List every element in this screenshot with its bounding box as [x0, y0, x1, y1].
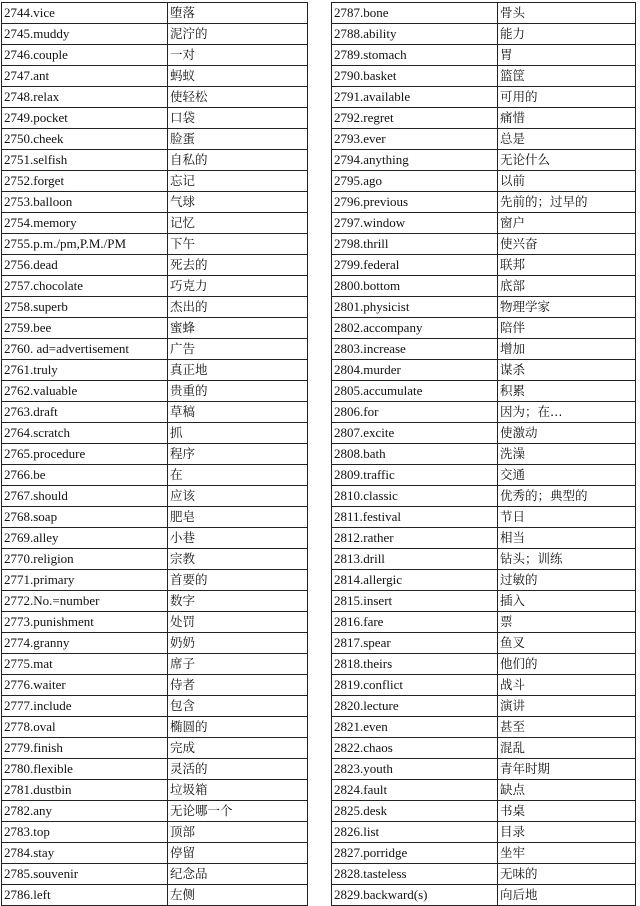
vocab-row	[2, 87, 308, 108]
vocab-meaning: 肥皂	[168, 507, 308, 528]
vocab-row	[332, 66, 636, 87]
vocab-term: 2744.vice	[2, 3, 168, 24]
vocab-term: 2810.classic	[332, 486, 498, 507]
vocab-row	[332, 801, 636, 822]
vocab-row	[332, 822, 636, 843]
vocab-row	[332, 297, 636, 318]
vocab-term: 2792.regret	[332, 108, 498, 129]
vocab-row	[332, 192, 636, 213]
vocab-meaning: 一对	[168, 45, 308, 66]
vocab-term: 2786.left	[2, 885, 168, 906]
vocab-term: 2797.window	[332, 213, 498, 234]
vocab-row	[2, 255, 308, 276]
vocab-term: 2773.punishment	[2, 612, 168, 633]
vocab-meaning: 陪伴	[498, 318, 636, 339]
vocab-row	[2, 45, 308, 66]
vocab-row	[2, 717, 308, 738]
vocab-term: 2763.draft	[2, 402, 168, 423]
vocab-term: 2755.p.m./pm,P.M./PM	[2, 234, 168, 255]
vocab-row	[332, 465, 636, 486]
vocab-meaning: 程序	[168, 444, 308, 465]
vocab-term: 2750.cheek	[2, 129, 168, 150]
vocab-term: 2746.couple	[2, 45, 168, 66]
vocab-meaning: 灵活的	[168, 759, 308, 780]
vocab-meaning: 痛惜	[498, 108, 636, 129]
vocab-row	[332, 717, 636, 738]
vocab-term: 2761.truly	[2, 360, 168, 381]
vocab-row	[332, 780, 636, 801]
vocab-row	[332, 3, 636, 24]
vocab-term: 2793.ever	[332, 129, 498, 150]
vocab-term: 2801.physicist	[332, 297, 498, 318]
vocab-row	[2, 150, 308, 171]
vocab-term: 2805.accumulate	[332, 381, 498, 402]
vocab-row	[2, 654, 308, 675]
vocab-meaning: 洗澡	[498, 444, 636, 465]
vocab-row	[2, 234, 308, 255]
vocab-meaning: 无论什么	[498, 150, 636, 171]
vocab-row	[332, 129, 636, 150]
vocab-meaning: 蚂蚁	[168, 66, 308, 87]
vocab-term: 2753.balloon	[2, 192, 168, 213]
vocab-term: 2771.primary	[2, 570, 168, 591]
vocab-meaning: 坐牢	[498, 843, 636, 864]
vocab-meaning: 处罚	[168, 612, 308, 633]
vocab-meaning: 口袋	[168, 108, 308, 129]
vocab-row	[332, 507, 636, 528]
vocab-meaning: 数字	[168, 591, 308, 612]
vocab-term: 2785.souvenir	[2, 864, 168, 885]
vocab-meaning: 节日	[498, 507, 636, 528]
vocab-row	[332, 549, 636, 570]
vocab-table-right	[331, 2, 636, 906]
vocab-row	[332, 759, 636, 780]
vocab-term: 2825.desk	[332, 801, 498, 822]
vocab-row	[332, 171, 636, 192]
vocab-row	[2, 486, 308, 507]
vocab-row	[2, 465, 308, 486]
vocab-term: 2787.bone	[332, 3, 498, 24]
vocab-row	[332, 885, 636, 906]
vocab-row	[332, 24, 636, 45]
vocab-row	[2, 318, 308, 339]
vocab-term: 2778.oval	[2, 717, 168, 738]
vocab-meaning: 篮筐	[498, 66, 636, 87]
vocab-meaning: 自私的	[168, 150, 308, 171]
vocab-row	[2, 822, 308, 843]
vocab-meaning: 使轻松	[168, 87, 308, 108]
vocab-meaning: 钻头；训练	[498, 549, 636, 570]
vocab-meaning: 脸蛋	[168, 129, 308, 150]
vocab-meaning: 顶部	[168, 822, 308, 843]
vocab-row	[332, 234, 636, 255]
vocab-meaning: 蜜蜂	[168, 318, 308, 339]
vocab-table-left	[1, 2, 308, 906]
vocab-row	[2, 381, 308, 402]
vocab-term: 2788.ability	[332, 24, 498, 45]
vocab-term: 2809.traffic	[332, 465, 498, 486]
vocab-meaning: 席子	[168, 654, 308, 675]
vocab-meaning: 小巷	[168, 528, 308, 549]
vocab-meaning: 物理学家	[498, 297, 636, 318]
vocab-row	[332, 738, 636, 759]
vocab-meaning: 忘记	[168, 171, 308, 192]
vocab-term: 2820.lecture	[332, 696, 498, 717]
vocab-term: 2745.muddy	[2, 24, 168, 45]
vocab-row	[2, 696, 308, 717]
vocab-term: 2766.be	[2, 465, 168, 486]
vocab-term: 2756.dead	[2, 255, 168, 276]
vocab-term: 2804.murder	[332, 360, 498, 381]
vocab-meaning: 包含	[168, 696, 308, 717]
vocab-row	[332, 528, 636, 549]
vocab-meaning: 增加	[498, 339, 636, 360]
vocab-meaning: 纪念品	[168, 864, 308, 885]
vocab-row	[332, 444, 636, 465]
vocab-term: 2775.mat	[2, 654, 168, 675]
vocab-row	[332, 45, 636, 66]
vocab-meaning: 停留	[168, 843, 308, 864]
vocab-term: 2816.fare	[332, 612, 498, 633]
vocab-meaning: 泥泞的	[168, 24, 308, 45]
vocab-meaning: 无论哪一个	[168, 801, 308, 822]
vocab-term: 2789.stomach	[332, 45, 498, 66]
vocab-meaning: 联邦	[498, 255, 636, 276]
vocab-row	[2, 633, 308, 654]
vocab-term: 2764.scratch	[2, 423, 168, 444]
vocab-row	[2, 759, 308, 780]
vocab-row	[2, 780, 308, 801]
vocab-row	[2, 591, 308, 612]
vocab-row	[2, 360, 308, 381]
vocab-meaning: 记忆	[168, 213, 308, 234]
vocab-row	[2, 570, 308, 591]
vocab-meaning: 应该	[168, 486, 308, 507]
vocab-meaning: 相当	[498, 528, 636, 549]
vocab-term: 2752.forget	[2, 171, 168, 192]
vocab-row	[2, 549, 308, 570]
vocab-row	[2, 843, 308, 864]
vocab-meaning: 鱼叉	[498, 633, 636, 654]
vocab-term: 2808.bath	[332, 444, 498, 465]
vocab-meaning: 优秀的；典型的	[498, 486, 636, 507]
vocab-term: 2794.anything	[332, 150, 498, 171]
vocab-meaning: 草稿	[168, 402, 308, 423]
vocab-meaning: 死去的	[168, 255, 308, 276]
vocab-meaning: 他们的	[498, 654, 636, 675]
vocab-table-right-body	[332, 3, 636, 906]
vocab-meaning: 先前的；过早的	[498, 192, 636, 213]
vocab-term: 2759.bee	[2, 318, 168, 339]
vocab-row	[2, 3, 308, 24]
vocab-term: 2818.theirs	[332, 654, 498, 675]
vocab-meaning: 混乱	[498, 738, 636, 759]
vocab-term: 2772.No.=number	[2, 591, 168, 612]
vocab-row	[2, 864, 308, 885]
vocab-term: 2790.basket	[332, 66, 498, 87]
vocab-term: 2781.dustbin	[2, 780, 168, 801]
vocab-term: 2769.alley	[2, 528, 168, 549]
vocab-meaning: 战斗	[498, 675, 636, 696]
vocab-row	[2, 129, 308, 150]
vocab-meaning: 真正地	[168, 360, 308, 381]
vocab-meaning: 交通	[498, 465, 636, 486]
vocab-row	[2, 192, 308, 213]
vocab-term: 2777.include	[2, 696, 168, 717]
vocab-term: 2780.flexible	[2, 759, 168, 780]
vocab-meaning: 下午	[168, 234, 308, 255]
vocab-term: 2751.selfish	[2, 150, 168, 171]
vocab-term: 2824.fault	[332, 780, 498, 801]
vocab-term: 2784.stay	[2, 843, 168, 864]
vocab-term: 2754.memory	[2, 213, 168, 234]
vocab-term: 2826.list	[332, 822, 498, 843]
vocab-term: 2768.soap	[2, 507, 168, 528]
vocab-term: 2814.allergic	[332, 570, 498, 591]
vocab-row	[2, 66, 308, 87]
vocab-meaning: 票	[498, 612, 636, 633]
vocab-term: 2782.any	[2, 801, 168, 822]
vocab-row	[2, 276, 308, 297]
vocab-meaning: 侍者	[168, 675, 308, 696]
vocab-row	[332, 633, 636, 654]
vocab-term: 2829.backward(s)	[332, 885, 498, 906]
vocab-row	[332, 150, 636, 171]
vocab-row	[332, 423, 636, 444]
vocab-row	[332, 213, 636, 234]
vocab-term: 2760. ad=advertisement	[2, 339, 168, 360]
vocab-term: 2811.festival	[332, 507, 498, 528]
vocab-row	[2, 339, 308, 360]
vocab-meaning: 插入	[498, 591, 636, 612]
vocab-term: 2812.rather	[332, 528, 498, 549]
vocab-term: 2796.previous	[332, 192, 498, 213]
vocab-term: 2757.chocolate	[2, 276, 168, 297]
vocab-term: 2806.for	[332, 402, 498, 423]
vocab-row	[332, 570, 636, 591]
vocab-row	[332, 87, 636, 108]
vocab-row	[2, 675, 308, 696]
vocab-meaning: 积累	[498, 381, 636, 402]
vocab-row	[2, 801, 308, 822]
vocab-term: 2762.valuable	[2, 381, 168, 402]
vocab-term: 2770.religion	[2, 549, 168, 570]
vocab-meaning: 谋杀	[498, 360, 636, 381]
vocab-meaning: 目录	[498, 822, 636, 843]
vocab-meaning: 无味的	[498, 864, 636, 885]
vocab-row	[2, 171, 308, 192]
vocab-term: 2821.even	[332, 717, 498, 738]
vocab-term: 2767.should	[2, 486, 168, 507]
vocab-term: 2803.increase	[332, 339, 498, 360]
vocab-meaning: 垃圾箱	[168, 780, 308, 801]
vocab-meaning: 演讲	[498, 696, 636, 717]
vocab-meaning: 缺点	[498, 780, 636, 801]
vocab-meaning: 以前	[498, 171, 636, 192]
vocab-meaning: 因为；在…	[498, 402, 636, 423]
vocab-meaning: 完成	[168, 738, 308, 759]
vocab-row	[332, 864, 636, 885]
vocab-row	[332, 675, 636, 696]
vocab-term: 2807.excite	[332, 423, 498, 444]
vocab-row	[332, 360, 636, 381]
vocab-meaning: 向后地	[498, 885, 636, 906]
vocab-table-left-body	[2, 3, 308, 906]
vocab-row	[2, 444, 308, 465]
vocab-meaning: 宗教	[168, 549, 308, 570]
vocab-row	[2, 108, 308, 129]
vocab-meaning: 堕落	[168, 3, 308, 24]
vocab-meaning: 胃	[498, 45, 636, 66]
vocab-meaning: 可用的	[498, 87, 636, 108]
vocab-term: 2800.bottom	[332, 276, 498, 297]
vocab-meaning: 总是	[498, 129, 636, 150]
vocab-term: 2779.finish	[2, 738, 168, 759]
vocab-row	[332, 696, 636, 717]
vocab-term: 2823.youth	[332, 759, 498, 780]
vocab-meaning: 首要的	[168, 570, 308, 591]
vocab-row	[332, 108, 636, 129]
vocab-row	[2, 885, 308, 906]
vocab-row	[2, 423, 308, 444]
vocab-meaning: 甚至	[498, 717, 636, 738]
vocab-term: 2817.spear	[332, 633, 498, 654]
vocab-term: 2828.tasteless	[332, 864, 498, 885]
vocab-meaning: 书桌	[498, 801, 636, 822]
vocab-term: 2819.conflict	[332, 675, 498, 696]
vocab-meaning: 巧克力	[168, 276, 308, 297]
vocab-term: 2813.drill	[332, 549, 498, 570]
vocab-meaning: 抓	[168, 423, 308, 444]
vocab-meaning: 能力	[498, 24, 636, 45]
vocab-term: 2799.federal	[332, 255, 498, 276]
vocab-term: 2802.accompany	[332, 318, 498, 339]
vocab-row	[2, 213, 308, 234]
vocab-row	[332, 654, 636, 675]
vocab-term: 2783.top	[2, 822, 168, 843]
vocab-row	[332, 339, 636, 360]
vocab-meaning: 广告	[168, 339, 308, 360]
vocab-row	[2, 738, 308, 759]
vocab-term: 2765.procedure	[2, 444, 168, 465]
vocab-meaning: 左侧	[168, 885, 308, 906]
vocab-row	[332, 843, 636, 864]
vocab-meaning: 使兴奋	[498, 234, 636, 255]
vocab-term: 2815.insert	[332, 591, 498, 612]
vocab-meaning: 骨头	[498, 3, 636, 24]
vocab-row	[2, 402, 308, 423]
vocab-row	[332, 612, 636, 633]
vocab-row	[2, 297, 308, 318]
vocab-term: 2748.relax	[2, 87, 168, 108]
vocab-row	[332, 486, 636, 507]
vocab-row	[332, 591, 636, 612]
vocab-row	[332, 276, 636, 297]
vocab-meaning: 在	[168, 465, 308, 486]
vocab-term: 2774.granny	[2, 633, 168, 654]
vocab-row	[332, 318, 636, 339]
vocab-term: 2749.pocket	[2, 108, 168, 129]
vocab-meaning: 奶奶	[168, 633, 308, 654]
vocab-meaning: 使激动	[498, 423, 636, 444]
vocab-term: 2776.waiter	[2, 675, 168, 696]
vocab-term: 2798.thrill	[332, 234, 498, 255]
vocab-row	[2, 507, 308, 528]
vocab-term: 2747.ant	[2, 66, 168, 87]
vocab-meaning: 椭圆的	[168, 717, 308, 738]
vocab-term: 2822.chaos	[332, 738, 498, 759]
vocab-term: 2827.porridge	[332, 843, 498, 864]
vocab-row	[332, 255, 636, 276]
vocab-row	[332, 381, 636, 402]
vocab-meaning: 气球	[168, 192, 308, 213]
vocab-meaning: 青年时期	[498, 759, 636, 780]
vocab-meaning: 贵重的	[168, 381, 308, 402]
vocab-row	[2, 528, 308, 549]
vocab-meaning: 杰出的	[168, 297, 308, 318]
vocab-row	[332, 402, 636, 423]
vocab-meaning: 底部	[498, 276, 636, 297]
vocab-meaning: 过敏的	[498, 570, 636, 591]
vocab-meaning: 窗户	[498, 213, 636, 234]
vocab-term: 2791.available	[332, 87, 498, 108]
vocab-term: 2758.superb	[2, 297, 168, 318]
vocab-row	[2, 612, 308, 633]
vocab-row	[2, 24, 308, 45]
vocab-term: 2795.ago	[332, 171, 498, 192]
